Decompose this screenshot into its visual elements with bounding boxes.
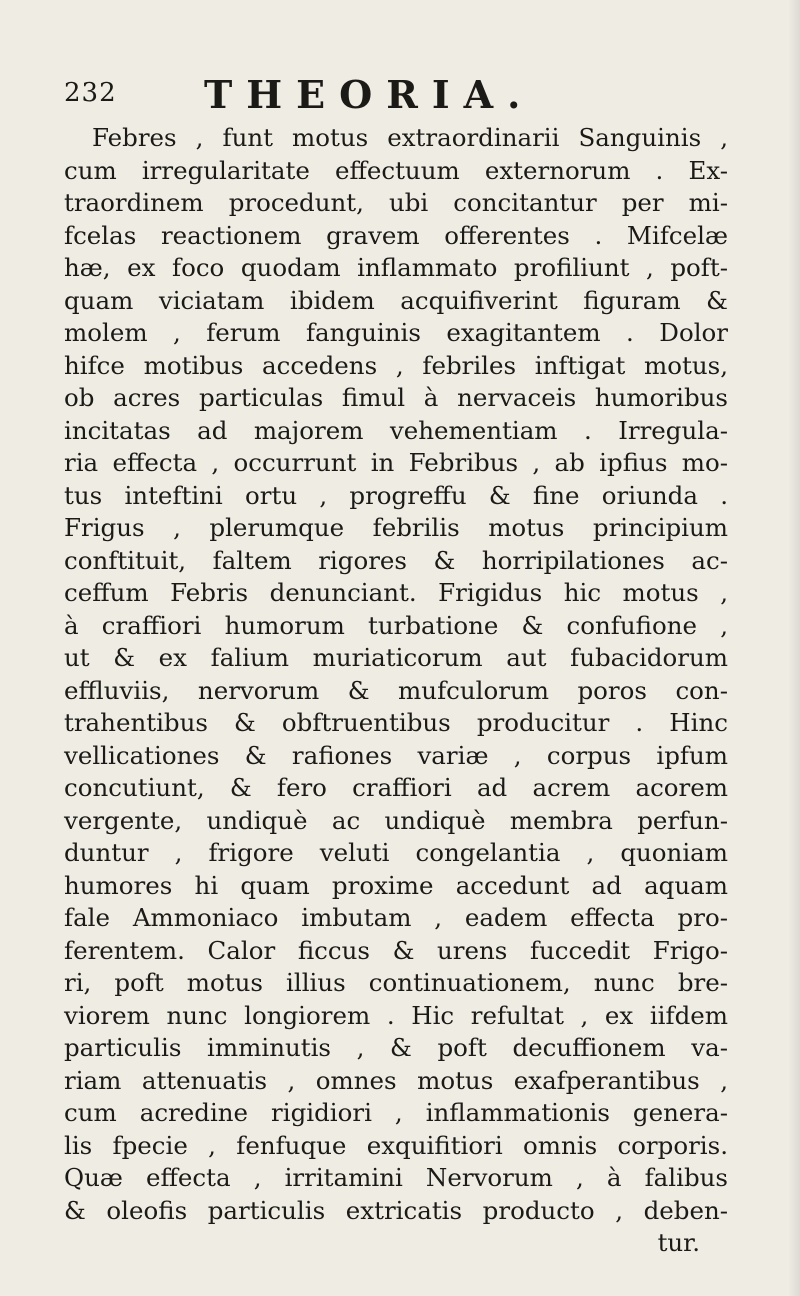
- text-line: hifce motibus accedens , febriles inftigat motus,: [64, 350, 728, 380]
- text-line: tur.: [657, 1228, 700, 1257]
- text-line: effluviis, nervorum & mufculorum poros con-: [64, 675, 728, 705]
- page-header: [64, 72, 744, 116]
- text-line: tus inteftini ortu , progreffu & fine oriunda .: [64, 480, 728, 510]
- text-line: ceffum Febris denunciant. Frigidus hic motus ,: [64, 578, 728, 607]
- text-line: Febres , funt motus extraordinarii Sanguinis ,: [92, 123, 728, 152]
- text-line: hæ, ex foco quodam inflammato profiliunt , poft-: [64, 253, 728, 282]
- text-line: vergente, undiquè ac undiquè membra perfun-: [64, 805, 728, 835]
- text-line: ferentem. Calor ficcus & urens fuccedit Frigo-: [64, 935, 728, 965]
- body-paragraph: [64, 122, 728, 1260]
- text-line: particulis imminutis , & poft decuffionem va-: [64, 1033, 728, 1062]
- text-line: conftituit, faltem rigores & horripilationes ac-: [64, 545, 728, 575]
- text-line: Quæ effecta , irritamini Nervorum , à falibus: [64, 1163, 728, 1192]
- text-line: lis fpecie , fenfuque exquifitiori omnis corporis.: [64, 1130, 728, 1160]
- text-line: à craffiori humorum turbatione & confufione ,: [64, 610, 728, 640]
- text-line: fcelas reactionem gravem offerentes . Mifcelæ: [64, 220, 728, 250]
- text-line: trahentibus & obftruentibus producitur . Hinc: [64, 708, 728, 737]
- text-line: traordinem procedunt, ubi concitantur per mi-: [64, 188, 728, 217]
- text-line: ria effecta , occurrunt in Febribus , ab ipfius mo-: [64, 448, 728, 477]
- running-title: THEORIA.: [204, 72, 535, 117]
- text-line: riam attenuatis , omnes motus exafperantibus ,: [64, 1065, 728, 1095]
- text-line: humores hi quam proxime accedunt ad aquam: [64, 870, 728, 900]
- text-line: viorem nunc longiorem . Hic refultat , ex iifdem: [64, 1000, 728, 1030]
- text-line: & oleofis particulis extricatis producto , deben-: [64, 1195, 728, 1225]
- text-line: ut & ex falium muriaticorum aut fubacidorum: [64, 643, 728, 672]
- page-edge-shadow: [788, 0, 800, 1296]
- text-line: molem , ferum fanguinis exagitantem . Dolor: [64, 318, 728, 347]
- text-line: quam viciatam ibidem acquifiverint figuram &: [64, 285, 728, 315]
- page-number: 232: [64, 78, 117, 108]
- text-line: ob acres particulas fimul à nervaceis humoribus: [64, 383, 728, 412]
- text-line: vellicationes & rafiones variæ , corpus ipfum: [64, 740, 728, 770]
- text-line: Frigus , plerumque febrilis motus principium: [64, 513, 728, 542]
- text-line: cum irregularitate effectuum externorum . Ex-: [64, 155, 728, 185]
- text-line: duntur , frigore veluti congelantia , quoniam: [64, 838, 728, 867]
- text-line: concutiunt, & fero craffiori ad acrem acorem: [64, 773, 728, 802]
- text-line: incitatas ad majorem vehementiam . Irregula-: [64, 415, 728, 445]
- text-line: ri, poft motus illius continuationem, nunc bre-: [64, 968, 728, 997]
- text-line: cum acredine rigidiori , inflammationis genera-: [64, 1098, 728, 1127]
- text-line: fale Ammoniaco imbutam , eadem effecta pro-: [64, 903, 728, 932]
